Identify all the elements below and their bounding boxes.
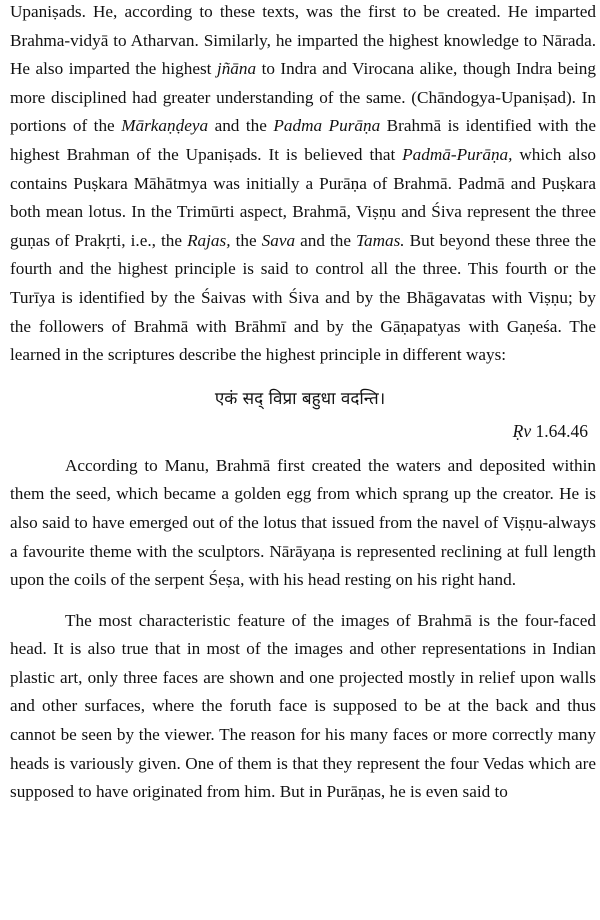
sanskrit-verse: एकं सद् विप्रा बहुधा वदन्ति। [214, 388, 386, 409]
term-markandeya: Mārkaṇḍeya [121, 116, 209, 136]
term-sava: Sava [261, 230, 296, 250]
paragraph-1-text-3: and the [208, 116, 274, 136]
paragraph-1-text-6: the [230, 230, 262, 250]
paragraph-1-text-2: to Indra and Virocana alike, though Indra being more disciplined had greater understanding of the same. (Chāndogya-Upaniṣad). In portions of the [10, 59, 596, 136]
citation-reference: 1.64.46 [535, 420, 588, 441]
paragraph-1-text-8: But beyond these three the fourth and the highest principle is said to control all the three. This fourth or the Turīya is identified by the Śaivas with Śiva and by the Bhāgavatas with Viṣṇu; by the followers of Brahmā with Brāhmī and by the Gāṇapatyas with Gaṇeśa. The learned in the scriptures describe the highest principle in different ways: [10, 230, 596, 365]
paragraph-1-text-7: and the [295, 230, 357, 250]
citation-book: Ṛv [512, 420, 532, 441]
term-padma-purana: Padma Purāṇa [273, 116, 381, 136]
paragraph-2: According to Manu, Brahmā first created the waters and deposited within them the seed, which became a golden egg from which sprang up the creator. He is also said to have emerged out of the lotus that issued from the navel of Viṣṇu-always a favourite theme with the sculptors. Nārāyaṇa is represented reclining at full length upon the coils of the serpent Śeṣa, with his head resting on his right hand. [10, 455, 596, 590]
paragraph-1 [0, 0, 596, 370]
paragraph-1-text-4: Brahmā is identified with the highest Brahman of the Upaniṣads. It is believed that [10, 116, 596, 164]
verse-citation [0, 418, 600, 444]
paragraph-1-text-1: Upaniṣads. He, according to these texts, was the first to be created. He imparted Brahma-vidyā to Atharvan. Similarly, he imparted the highest knowledge to Nārada. He also imparted the highest [10, 2, 596, 79]
term-rajas: Rajas, [187, 230, 231, 250]
term-padma-purana-2: Padmā-Purāṇa, [402, 144, 513, 164]
paragraph-1-text-5: which also contains Puṣkara Māhātmya was initially a Purāṇa of Brahmā. Padmā and Puṣkara both mean lotus. In the Trimūrti aspect, Brahmā, Viṣṇu and Śiva represent the three guṇas of Prakṛti, i.e., the [10, 144, 596, 250]
paragraph-3: The most characteristic feature of the images of Brahmā is the four-faced head. It is also true that in most of the images and other representations in Indian plastic art, only three faces are shown and one projected mostly in relief upon walls and other surfaces, where the foruth face is supposed to be at the back and thus cannot be seen by the viewer. The reason for his many faces or more correctly many heads is variously given. One of them is that they represent the four Vedas which are supposed to have originated from him. But in Purāṇas, he is even said to [10, 610, 596, 802]
term-jnana: jñāna [216, 59, 257, 79]
term-tamas: Tamas. [356, 230, 405, 250]
